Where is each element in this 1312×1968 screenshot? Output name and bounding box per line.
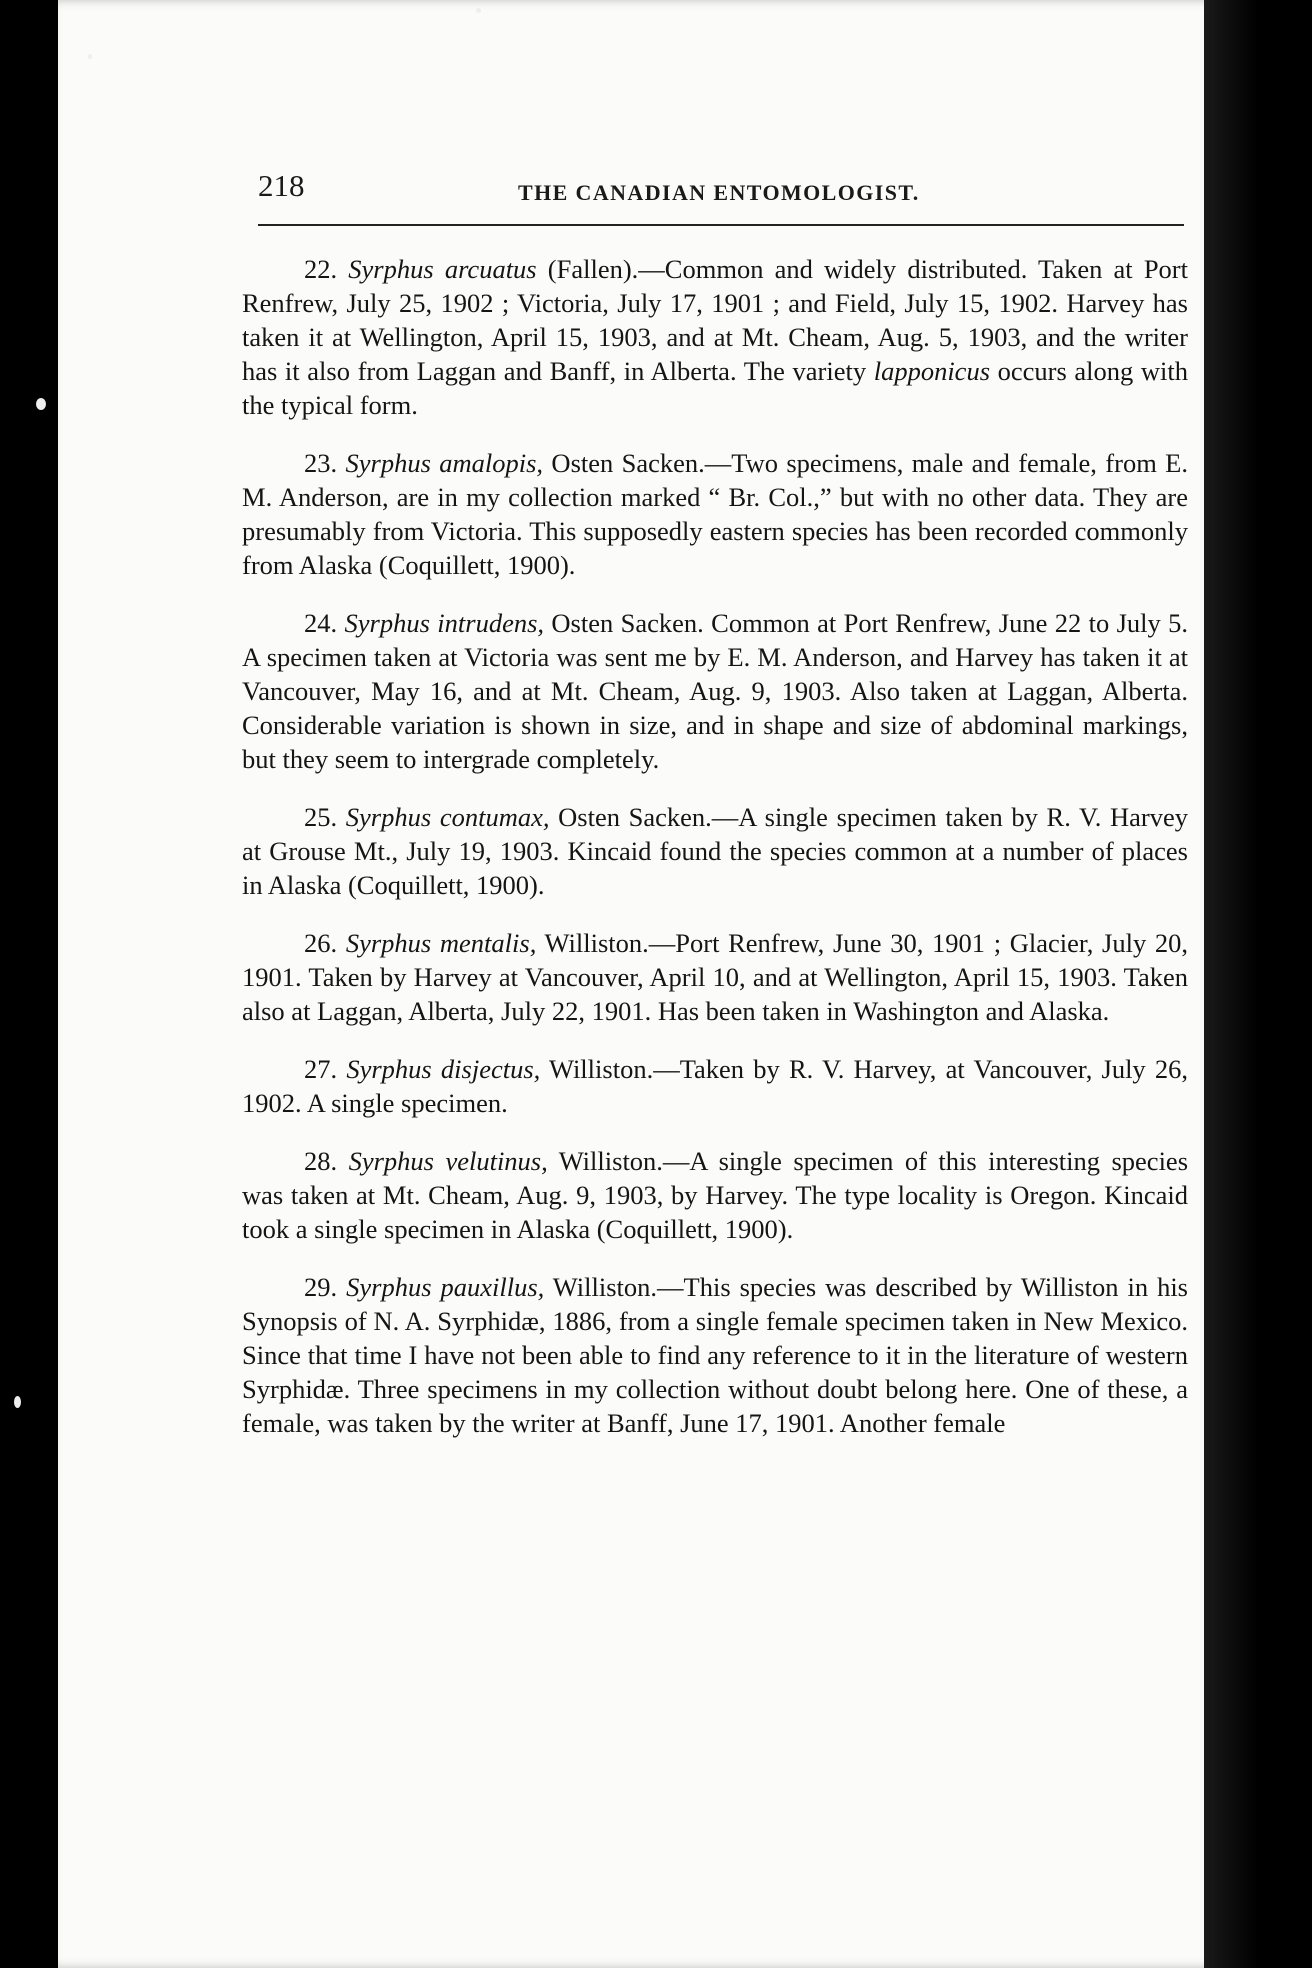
entry-text: Williston.—A single specimen of this interesting species was taken at Mt. Cheam, Aug. 9, 1903, by Harvey. The type locality is Oregon. Kincaid took a single specimen in Alaska (Coquillett, 1900). [242,1146,1189,1244]
species-entry-27 [242,1052,1188,1120]
entry-text: Williston.—Port Renfrew, June 30, 1901 ; Glacier, July 20, 1901. Taken by Harvey at Vancouver, April 10, and at Wellington, April 15, 1903. Taken also at Laggan, Alberta, July 22, 1901. Has been taken in Washington and Alaska. [242,928,1189,1026]
entry-number: 26. [304,928,338,958]
entry-number: 23. [304,448,338,478]
entry-text: Williston.—This species was described by Williston in his Synopsis of N. A. Syrphidæ, 1886, from a single female specimen taken in New Mexico. Since that time I have not been able to find any reference to it in the literature of western Syrphidæ. Three specimens in my collection without doubt belong here. One of these, a female, was taken by the writer at Banff, June 17, 1901. Another female [242,1272,1188,1438]
entry-text: Osten Sacken.—A single specimen taken by R. V. Harvey at Grouse Mt., July 19, 1903. Kincaid found the species common at a number of places in Alaska (Coquillett, 1900). [242,802,1188,900]
entry-text: Williston.—Taken by R. V. Harvey, at Vancouver, July 26, 1902. A single specimen. [242,1054,1189,1118]
page-header [258,168,1186,218]
header-rule [258,224,1184,226]
species-name: Syrphus arcuatus [348,254,537,284]
species-name: Syrphus velutinus, [348,1146,548,1176]
page-gutter-shadow [1204,0,1258,1968]
dust-speck [88,54,92,59]
species-entry-22 [242,252,1188,422]
species-name: Syrphus contumax, [345,802,550,832]
entry-text: Osten Sacken. Common at Port Renfrew, June 22 to July 5. A specimen taken at Victoria was sent me by E. M. Anderson, and Harvey has taken it at Vancouver, May 16, and at Mt. Cheam, Aug. 9, 1903. Also taken at Laggan, Alberta. Considerable variation is shown in size, and in shape and size of abdominal markings, but they seem to intergrade completely. [242,608,1189,774]
dust-speck [14,1396,21,1408]
species-name: Syrphus mentalis, [345,928,537,958]
entry-number: 25. [304,802,338,832]
species-entry-28 [242,1144,1188,1246]
species-entry-25 [242,800,1188,902]
species-name: Syrphus intrudens, [344,608,545,638]
entry-text: (Fallen).—Common and widely distributed. Taken at Port Renfrew, July 25, 1902 ; Victoria, July 17, 1901 ; and Field, July 15, 1902. Harvey has taken it at Wellington, April 15, 1903, and at Mt. Cheam, Aug. 5, 1903, and the writer has it also from Laggan and Banff, in Alberta. The variety [242,254,1188,386]
entry-number: 29. [304,1272,338,1302]
entry-number: 27. [304,1054,338,1084]
page-body [242,252,1188,1464]
species-name: Syrphus amalopis, [345,448,544,478]
entry-text: Osten Sacken.—Two specimens, male and female, from E. M. Anderson, are in my collection marked “ Br. Col.,” but with no other data. They are presumably from Victoria. This supposedly eastern species has been recorded commonly from Alaska (Coquillett, 1900). [242,448,1188,580]
species-name: Syrphus disjectus, [346,1054,541,1084]
entry-text-continued: occurs along with the typical form. [242,356,1188,420]
species-entry-24 [242,606,1188,776]
dust-speck [476,8,481,13]
species-entry-29 [242,1270,1188,1440]
dust-speck [36,398,46,410]
page-number: 218 [258,168,305,203]
species-entry-26 [242,926,1188,1028]
entry-number: 22. [304,254,338,284]
entry-number: 28. [304,1146,338,1176]
species-name: Syrphus pauxillus, [346,1272,545,1302]
variety-name: lapponicus [873,356,991,386]
entry-number: 24. [304,608,338,638]
species-entry-23 [242,446,1188,582]
running-head: THE CANADIAN ENTOMOLOGIST. [518,180,920,205]
